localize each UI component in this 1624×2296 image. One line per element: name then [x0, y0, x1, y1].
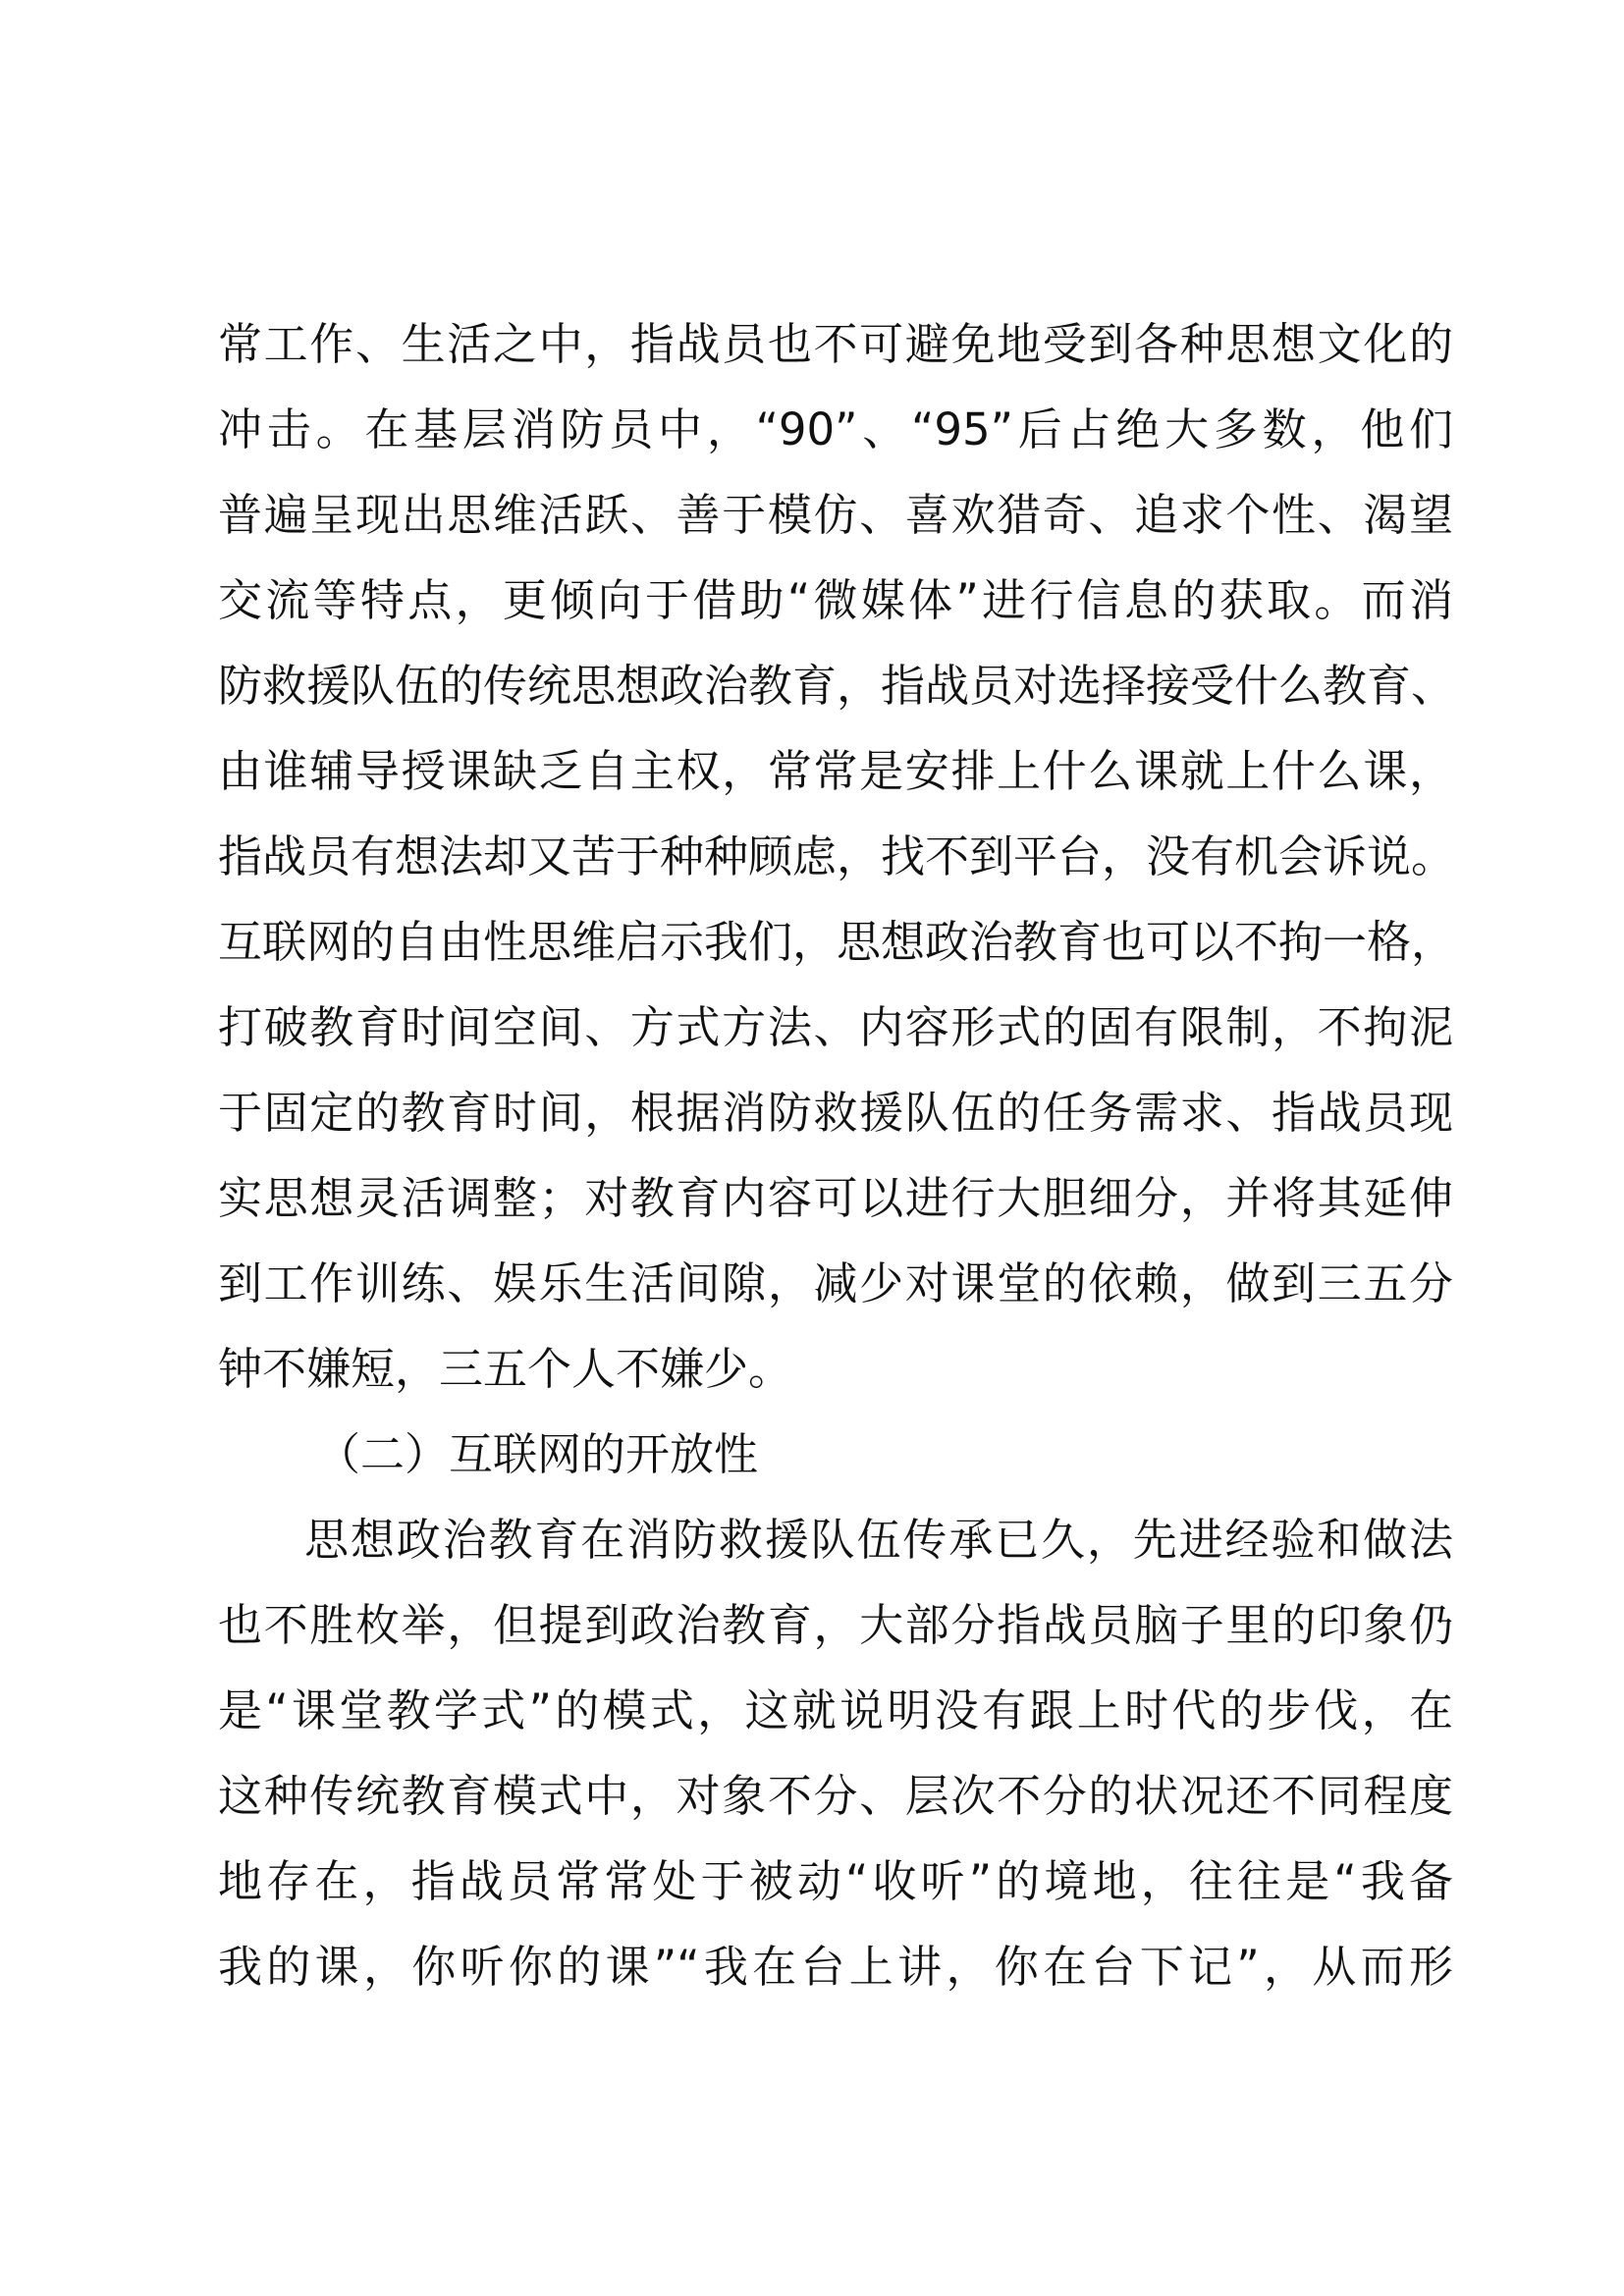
text-line: 互联网的自由性思维启示我们，思想政治教育也可以不拘一格， — [218, 916, 1456, 968]
text-line: 是“课堂教学式”的模式，这就说明没有跟上时代的步伐，在 — [218, 1684, 1453, 1736]
text-line: 这种传统教育模式中，对象不分、层次不分的状况还不同程度 — [218, 1770, 1453, 1822]
text-line: 实思想灵活调整；对教育内容可以进行大胆细分，并将其延伸 — [218, 1172, 1453, 1224]
text-line: 思想政治教育在消防救援队伍传承已久，先进经验和做法 — [304, 1514, 1453, 1566]
text-line: 指战员有想法却又苦于种种顾虑，找不到平台，没有机会诉说。 — [218, 830, 1456, 882]
text-line: 防救援队伍的传统思想政治教育，指战员对选择接受什么教育、 — [218, 660, 1456, 712]
text-line: 钟不嫌短，三五个人不嫌少。 — [218, 1343, 793, 1395]
section-heading: （二）互联网的开放性 — [316, 1428, 759, 1480]
text-line: 交流等特点，更倾向于借助“微媒体”进行信息的获取。而消 — [218, 574, 1453, 626]
text-line: 也不胜枚举，但提到政治教育，大部分指战员脑子里的印象仍 — [218, 1599, 1453, 1651]
paragraph-1 — [218, 301, 1456, 1412]
text-line: 冲击。在基层消防员中，“90”、“95”后占绝大多数，他们 — [218, 403, 1453, 455]
text-line: 于固定的教育时间，根据消防救援队伍的任务需求、指战员现 — [218, 1087, 1453, 1139]
text-line: 打破教育时间空间、方式方法、内容形式的固有限制，不拘泥 — [218, 1001, 1453, 1053]
text-line: 由谁辅导授课缺乏自主权，常常是安排上什么课就上什么课， — [218, 745, 1453, 797]
text-line: 普遍呈现出思维活跃、善于模仿、喜欢猎奇、追求个性、渴望 — [218, 489, 1453, 541]
paragraph-2 — [218, 1497, 1453, 2009]
text-line: 地存在，指战员常常处于被动“收听”的境地，往往是“我备 — [218, 1855, 1453, 1907]
document-page — [218, 301, 1456, 2009]
text-line: 我的课，你听你的课”“我在台上讲，你在台下记”，从而形 — [218, 1941, 1453, 1993]
text-line: 常工作、生活之中，指战员也不可避免地受到各种思想文化的 — [218, 318, 1453, 370]
text-line: 到工作训练、娱乐生活间隙，减少对课堂的依赖，做到三五分 — [218, 1257, 1453, 1309]
